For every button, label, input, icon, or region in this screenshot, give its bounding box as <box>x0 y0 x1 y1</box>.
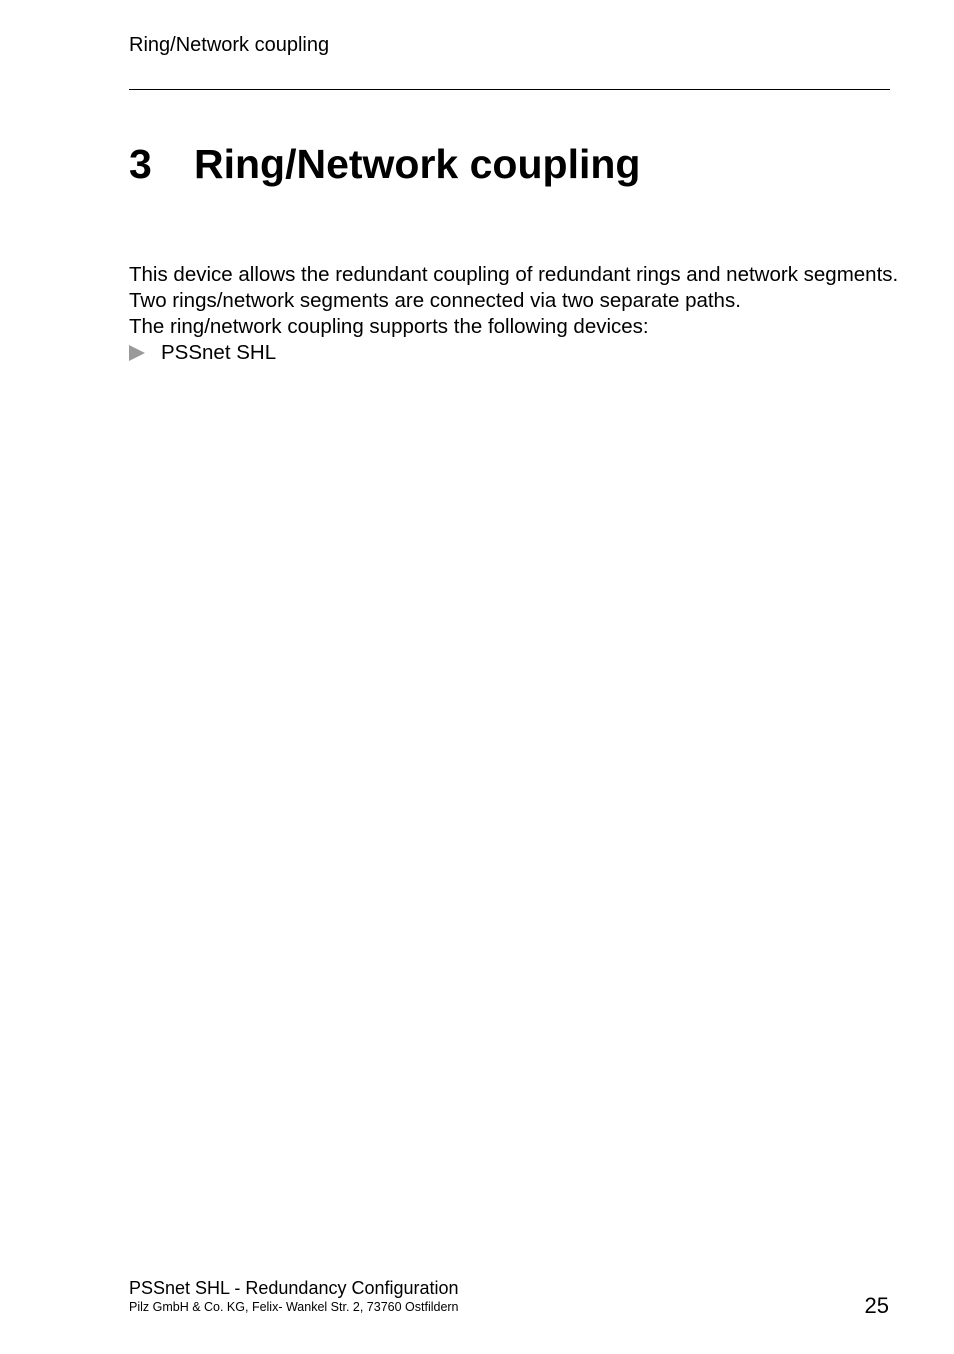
footer-document-title: PSSnet SHL - Redundancy Configuration <box>129 1278 459 1298</box>
supported-devices-paragraph: The ring/network coupling supports the following devices: <box>129 315 649 338</box>
list-item <box>129 340 899 366</box>
chapter-heading <box>129 140 640 188</box>
intro-paragraph: This device allows the redundant coupling of redundant rings and network segments. Two rings/network segments are connected via two separate paths. <box>129 263 899 312</box>
header-divider <box>129 89 890 90</box>
triangle-bullet-icon <box>129 345 145 361</box>
body-text <box>129 262 899 366</box>
page-number: 25 <box>864 1293 889 1318</box>
footer-address: Pilz GmbH & Co. KG, Felix- Wankel Str. 2, 73760 Ostfildern <box>129 1300 459 1314</box>
device-list <box>129 340 899 366</box>
chapter-title: Ring/Network coupling <box>194 141 641 187</box>
chapter-number: 3 <box>129 141 152 187</box>
running-header: Ring/Network coupling <box>129 34 330 56</box>
device-name: PSSnet SHL <box>161 341 277 364</box>
